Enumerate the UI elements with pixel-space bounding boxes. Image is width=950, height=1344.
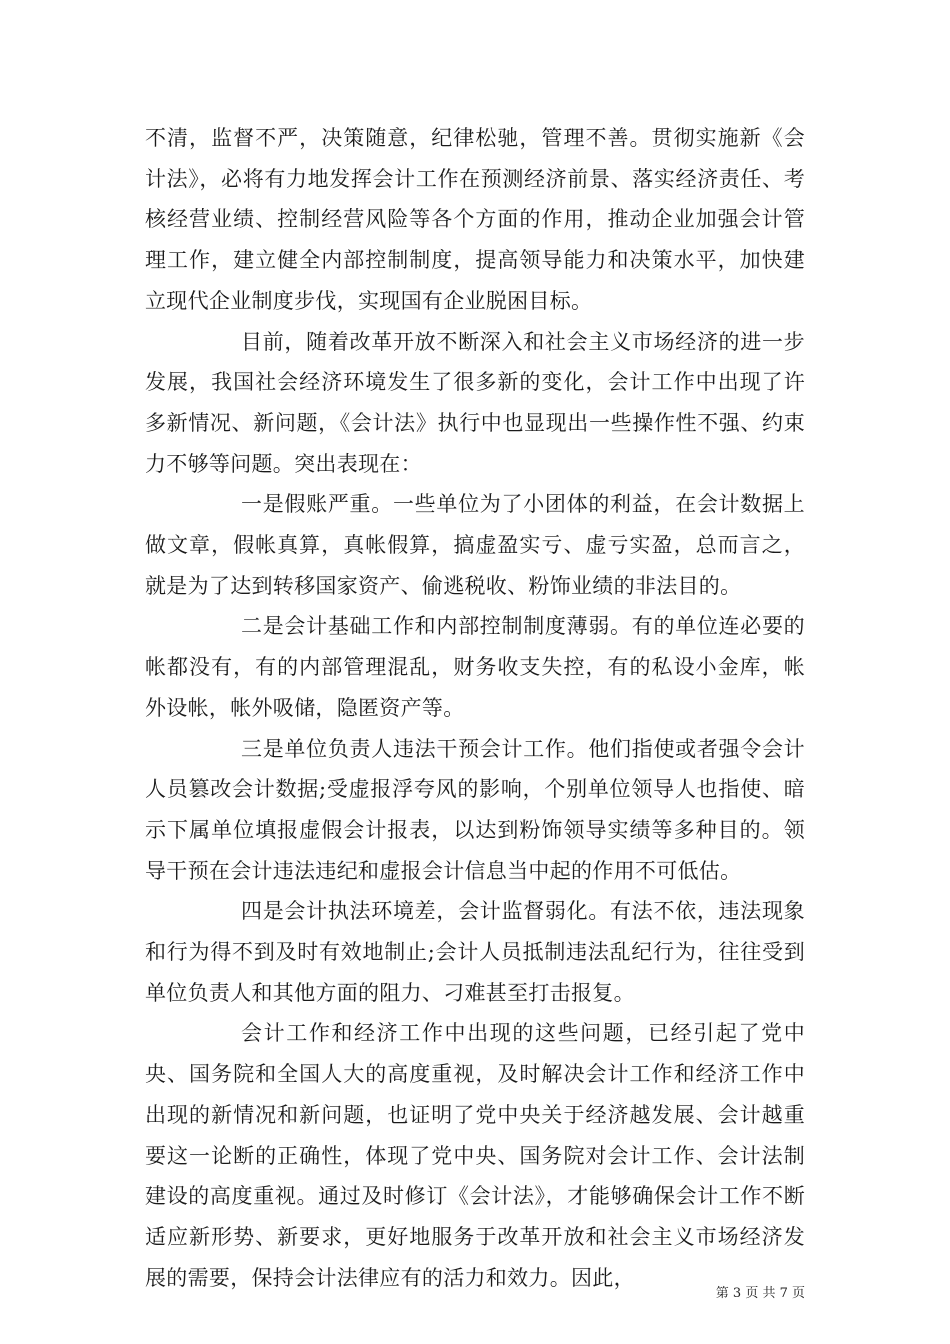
paragraph-conclusion: 会计工作和经济工作中出现的这些问题，已经引起了党中央、国务院和全国人大的高度重视，及时解决会计工作和经济工作中出现的新情况和新问题，也证明了党中央关于经济越发展、会计越重要这一论断的正确性，体现了党中央、国务院对会计工作、会计法制建设的高度重视。通过及时修订《会计法》，才能够确保会计工作不断适应新形势、新要求，更好地服务于改革开放和社会主义市场经济发展的需要，保持会计法律应有的活力和效力。因此， [145, 1021, 805, 1290]
paragraph-point-two: 二是会计基础工作和内部控制制度薄弱。有的单位连必要的帐都没有，有的内部管理混乱，财务收支失控，有的私设小金库，帐外设帐，帐外吸储，隐匿资产等。 [145, 614, 805, 720]
paragraph-point-three: 三是单位负责人违法干预会计工作。他们指使或者强令会计人员篡改会计数据;受虚报浮夸风的影响，个别单位领导人也指使、暗示下属单位填报虚假会计报表，以达到粉饰领导实绩等多种目的。领导干预在会计违法违纪和虚报会计信息当中起的作用不可低估。 [145, 736, 805, 883]
paragraph-point-one: 一是假账严重。一些单位为了小团体的利益，在会计数据上做文章，假帐真算，真帐假算，搞虚盈实亏、虚亏实盈，总而言之，就是为了达到转移国家资产、偷逃税收、粉饰业绩的非法目的。 [145, 492, 805, 598]
page-number-footer: 第 3 页 共 7 页 [715, 1286, 805, 1301]
paragraph-continuation: 不清，监督不严，决策随意，纪律松驰，管理不善。贯彻实施新《会计法》，必将有力地发挥会计工作在预测经济前景、落实经济责任、考核经营业绩、控制经营风险等各个方面的作用，推动企业加强会计管理工作，建立健全内部控制制度，提高领导能力和决策水平，加快建立现代企业制度步伐，实现国有企业脱困目标。 [145, 126, 805, 313]
paragraph-current-situation: 目前，随着改革开放不断深入和社会主义市场经济的进一步发展，我国社会经济环境发生了很多新的变化，会计工作中出现了许多新情况、新问题，《会计法》执行中也显现出一些操作性不强、约束力不够等问题。突出表现在： [145, 329, 805, 476]
document-body [145, 118, 805, 1298]
paragraph-point-four: 四是会计执法环境差，会计监督弱化。有法不依，违法现象和行为得不到及时有效地制止;会计人员抵制违法乱纪行为，往往受到单位负责人和其他方面的阻力、刁难甚至打击报复。 [145, 899, 805, 1005]
